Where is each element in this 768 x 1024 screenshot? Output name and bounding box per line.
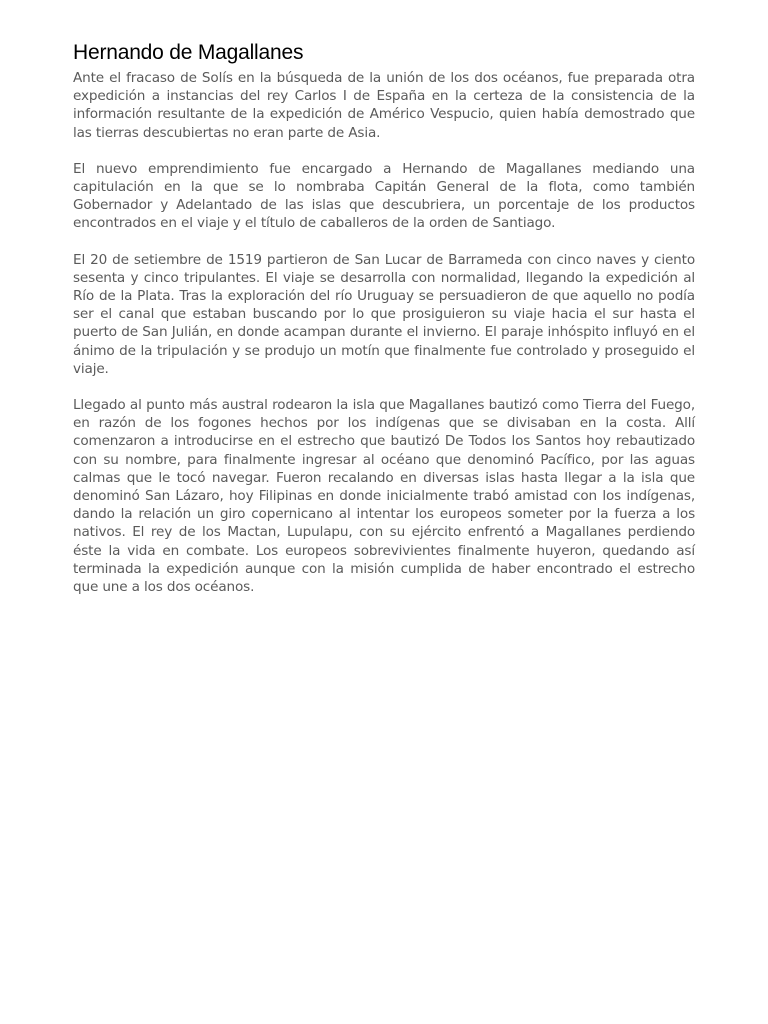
paragraph-1: Ante el fracaso de Solís en la búsqueda de la unión de los dos océanos, fue preparada otra expedición a instancias del rey Carlos I de España en la certeza de la consistencia de la información resultante de la expedición de Américo Vespucio, quien había demostrado que las tierras descubiertas no eran parte de Asia. (73, 70, 695, 141)
document-page (73, 38, 695, 614)
paragraph-2: El nuevo emprendimiento fue encargado a Hernando de Magallanes mediando una capitulación en la que se lo nombraba Capitán General de la flota, como también Gobernador y Adelantado de las islas que descubriera, un porcentaje de los productos encontrados en el viaje y el título de caballeros de la orden de Santiago. (73, 160, 695, 232)
paragraph-4: Llegado al punto más austral rodearon la isla que Magallanes bautizó como Tierra del Fuego, en razón de los fogones hechos por los indígenas que se divisaban en la costa. Allí comenzaron a introducirse en el estrecho que bautizó De Todos los Santos hoy rebautizado con su nombre, para finalmente ingresar al océano que denominó Pacífico, por las aguas calmas que le tocó navegar. Fueron recalando en diversas islas hasta llegar a la isla que denominó San Lázaro, hoy Filipinas en donde inicialmente trabó amistad con los indígenas, dando la relación un giro copernicano al intentar los europeos someter por la fuerza a los nativos. El rey de los Mactan, Lupulapu, con su ejército enfrentó a Magallanes perdiendo éste la vida en combate. Los europeos sobrevivientes finalmente huyeron, quedando así terminada la expedición aunque con la misión cumplida de haber encontrado el estrecho que une a los dos océanos. (73, 397, 695, 596)
document-title: Hernando de Magallanes (73, 41, 304, 64)
paragraph-3: El 20 de setiembre de 1519 partieron de San Lucar de Barrameda con cinco naves y ciento sesenta y cinco tripulantes. El viaje se desarrolla con normalidad, llegando la expedición al Río de la Plata. Tras la exploración del río Uruguay se persuadieron de que aquello no podía ser el canal que estaban buscando por lo que prosiguieron su viaje hacia el sur hasta el puerto de San Julián, en donde acampan durante el invierno. El paraje inhóspito influyó en el ánimo de la tripulación y se produjo un motín que finalmente fue controlado y proseguido el viaje. (73, 251, 695, 377)
